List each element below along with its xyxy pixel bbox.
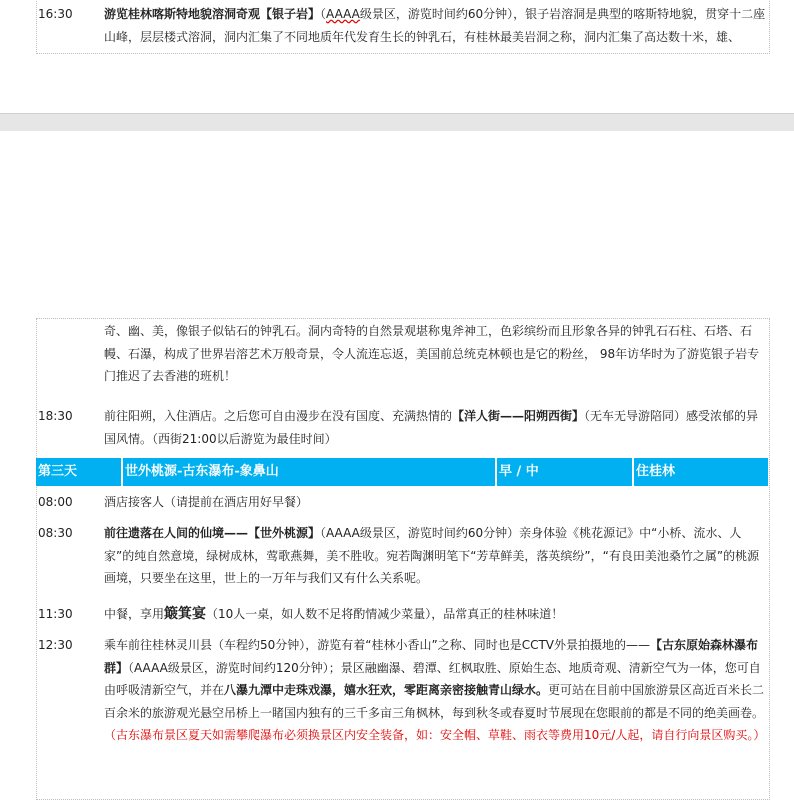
itinerary-text xyxy=(104,522,768,590)
time-label: 08:00 xyxy=(38,495,73,509)
itinerary-text xyxy=(104,405,768,450)
text-fragment: （10人一桌，如人数不足将酌情减少菜量），品常真正的桂林味道！ xyxy=(206,607,564,621)
continuation-text: 奇、幽、美，像银子似钻石的钟乳石。洞内奇特的自然景观堪称鬼斧神工，色彩缤纷而且形象各异的钟乳石石柱、石塔、石幔、石瀑，构成了世界岩溶艺术万般奇景，令人流连忘返，美国前总统克林顿也是它的粉丝， 98年访华时为了游览银子岩专门推迟了去香港的班机！ xyxy=(104,324,760,383)
text-fragment: 中餐，享用 xyxy=(104,607,165,621)
text-fragment: 级景区，游览时间约60分钟），银子岩溶洞是典型的喀斯特地貌，贯穿十二座山峰，层层楼式溶洞，洞内汇集了不同地质年代发育生长的钟乳石，有桂林最美岩洞之称，洞内汇集了高达数十米，雄、 xyxy=(104,7,766,44)
time-label: 08:30 xyxy=(38,526,73,540)
attraction-title: 【古东原始森林瀑布群】 xyxy=(104,638,759,675)
day-meals: 早 / 中 xyxy=(497,458,634,486)
time-label: 16:30 xyxy=(38,7,73,21)
document-page-1 xyxy=(0,0,794,113)
text-fragment: 前往阳朔，入住酒店。之后您可自由漫步在没有国度、充满热情的 xyxy=(104,409,453,423)
day-route: 世外桃源-古东瀑布-象鼻山 xyxy=(123,458,497,486)
text-fragment: （AAAA级景区，游览时间约60分钟）亲身体验《桃花源记》中“小桥、流水、人家”的纯自然意境，绿树成林，莺歌燕舞，美不胜收。宛若陶渊明笔下“芳草鲜美，落英缤纷”，“有良田美池桑竹之属”的桃源画境，只要坐在这里，世上的一万年与我们又有什么关系呢。 xyxy=(104,526,760,585)
attraction-title: 前往遗落在人间的仙境——【世外桃源】 xyxy=(104,526,321,540)
spellcheck-word: AAAA xyxy=(326,7,360,21)
itinerary-text xyxy=(104,634,768,747)
page-gap xyxy=(0,113,794,132)
time-label: 11:30 xyxy=(38,607,73,621)
time-label: 18:30 xyxy=(38,409,73,423)
text-fragment: 更可站在目前中国旅游景区高近百米长二百余米的旅游观光悬空吊桥上一睹国内独有的三千多亩三角枫林，每到秋冬或春夏时节展现在您眼前的都是不同的绝美画卷。 xyxy=(104,683,765,720)
highlight-text: 八瀑九潭中走珠戏瀑，嬉水狂欢，零距离亲密接触青山绿水。 xyxy=(224,683,549,697)
day-label: 第三天 xyxy=(36,458,123,486)
attraction-title: 游览桂林喀斯特地貌溶洞奇观【银子岩】 xyxy=(104,7,321,21)
day-hotel: 住桂林 xyxy=(636,464,676,479)
itinerary-text: 酒店接客人（请提前在酒店用好早餐） xyxy=(104,495,309,509)
text-fragment: （AAAA级景区，游览时间约120分钟）；景区融幽瀑、碧潭、红枫取胜、原始生态、地质奇观、清新空气为一体，您可自由呼吸清新空气，并在 xyxy=(104,660,761,697)
text-fragment: （ xyxy=(320,7,327,21)
notice-text: （古东瀑布景区夏天如需攀爬瀑布必须换景区内安全装备，如：安全帽、草鞋、雨衣等费用10元/人起，请自行向景区购买。） xyxy=(104,728,766,742)
text-fragment: 乘车前往桂林灵川县（车程约50分钟），游览有着“桂林小香山”之称、同时也是CCTV外景拍摄地的—— xyxy=(104,638,651,652)
meal-name: 簸箕宴 xyxy=(164,606,207,622)
itinerary-text xyxy=(104,3,768,48)
itinerary-text xyxy=(104,603,768,626)
day-header-row xyxy=(36,458,768,486)
time-label: 12:30 xyxy=(38,638,73,652)
attraction-title: 【洋人街——阳朔西街】 xyxy=(452,409,585,423)
text-fragment: （无车无导游陪同）感受浓郁的异国风情。（西街21:00以后游览为最佳时间） xyxy=(104,409,759,446)
